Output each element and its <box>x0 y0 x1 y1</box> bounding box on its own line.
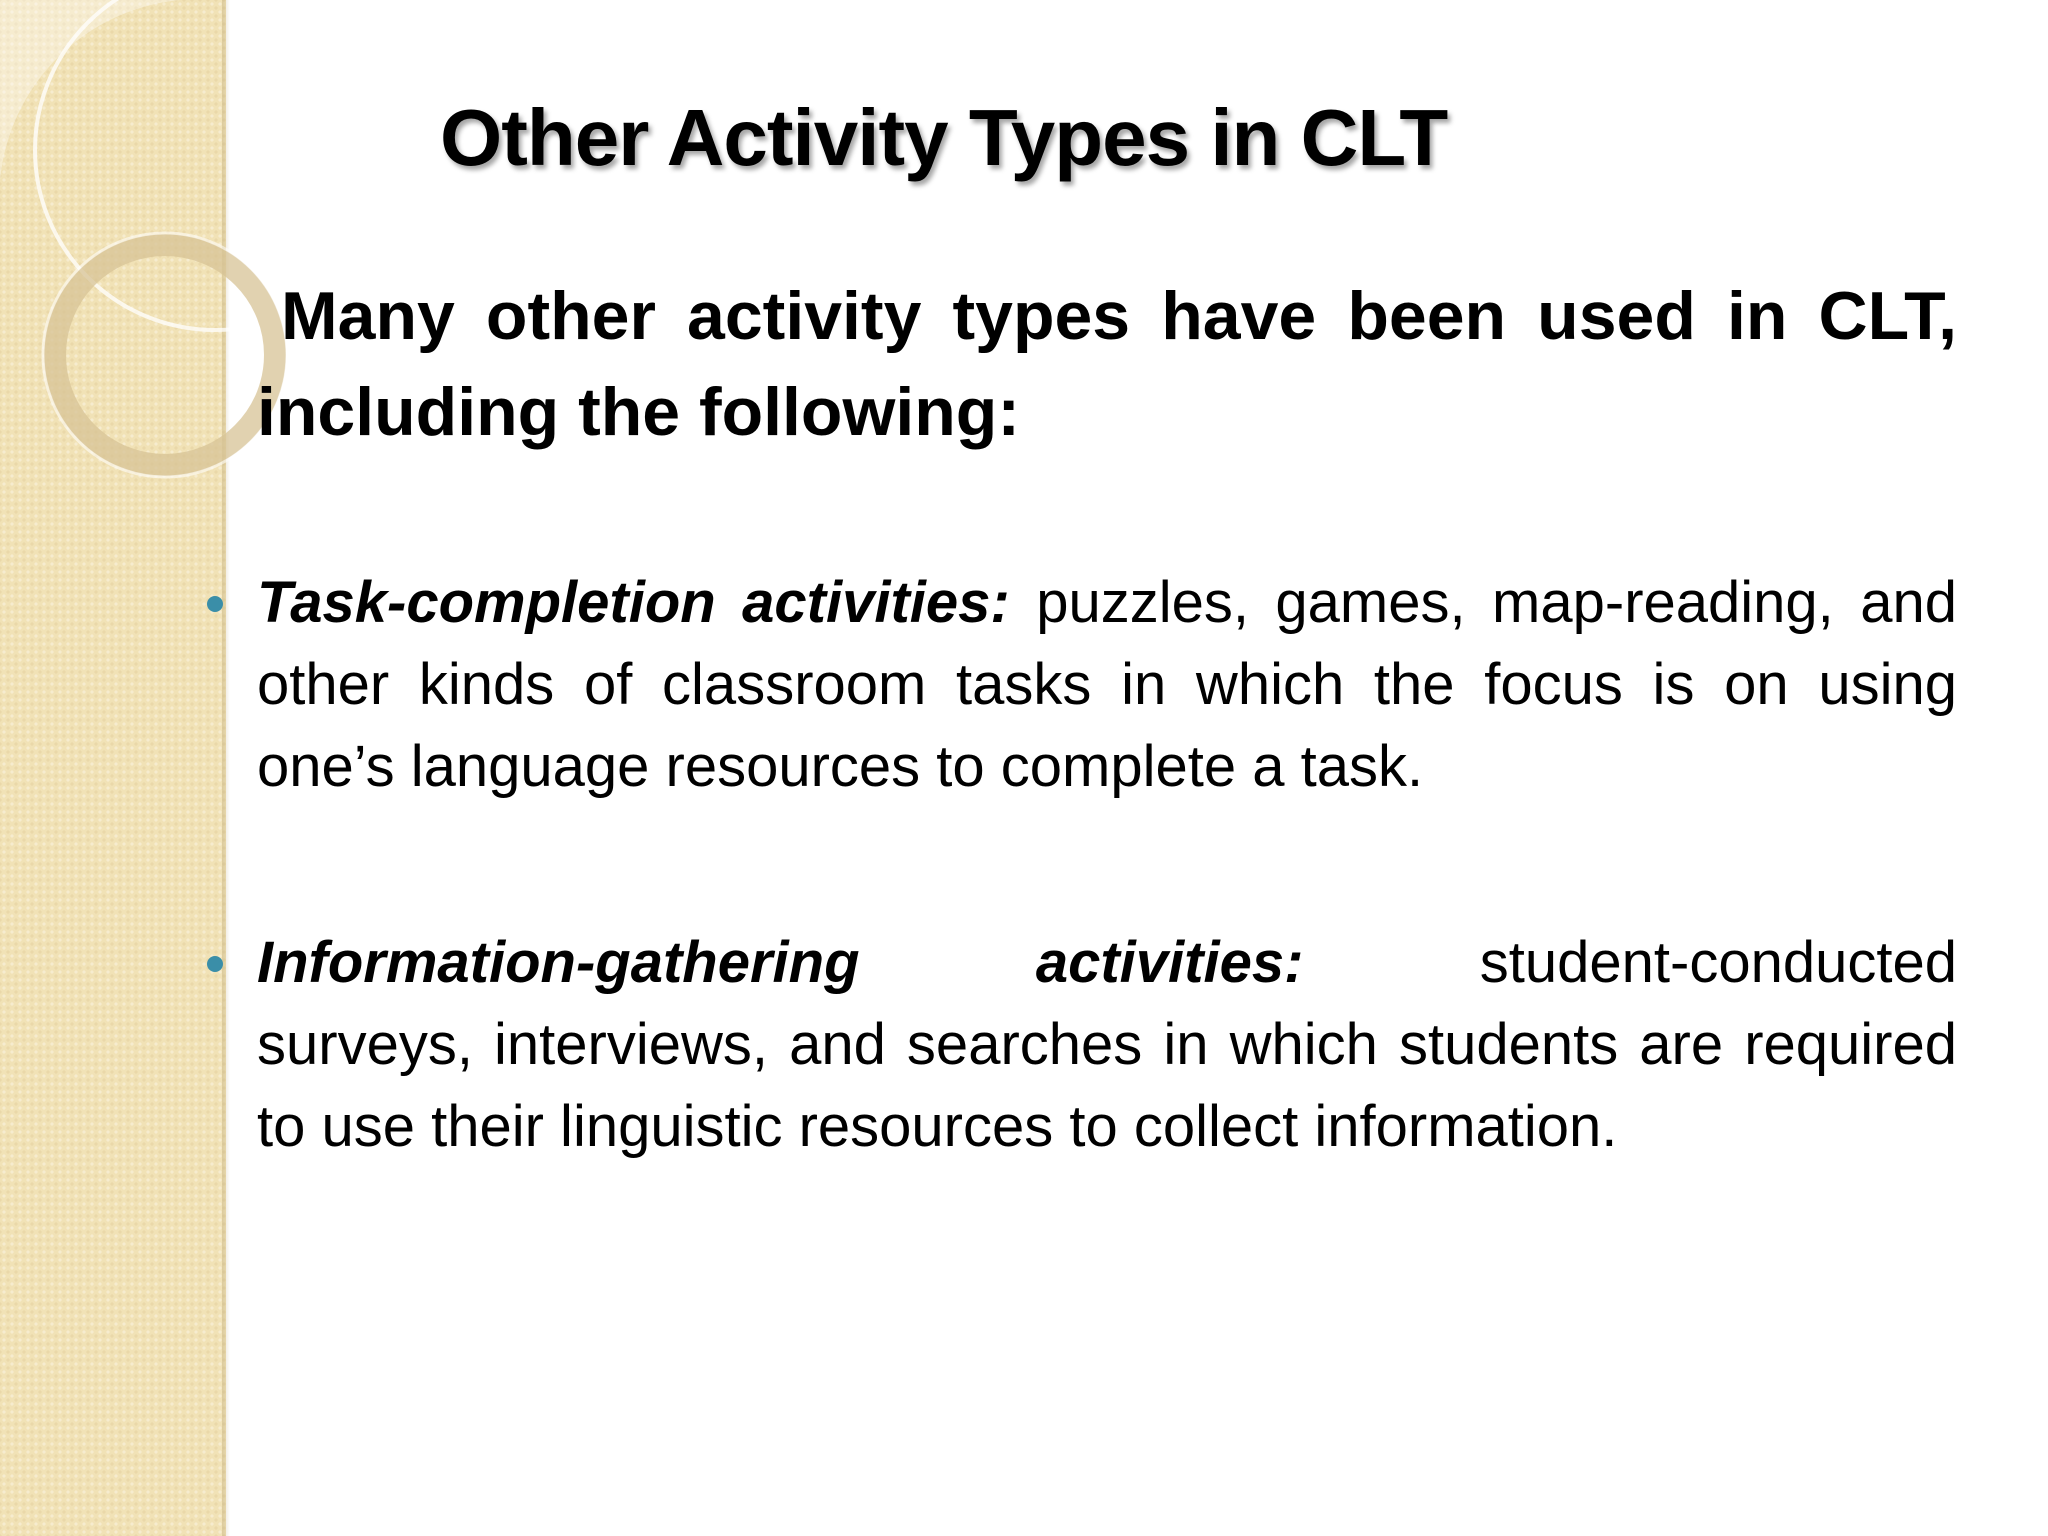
bullet-term-part1: Information-gathering <box>257 930 860 995</box>
bullet-first-line <box>257 922 1957 1004</box>
bullet-item-task-completion <box>257 562 1957 808</box>
bullet-text: puzzles, games, map-reading, and other kinds of classroom tasks in which the focus is on using one’s language resources to complete a task. <box>257 570 1958 799</box>
decorative-rings <box>0 0 300 520</box>
dot-bullet-icon <box>207 596 223 612</box>
bullet-text-line1: student-conducted <box>1479 930 1957 995</box>
dot-bullet-icon <box>207 956 223 972</box>
bullet-item-information-gathering <box>257 922 1957 1168</box>
intro-text: Many other activity types have been used in CLT, including the following: <box>257 278 1957 450</box>
bullet-term: Task-completion activities: <box>257 570 1010 635</box>
slide-title: Other Activity Types in CLT <box>440 93 1448 182</box>
bullet-term-part2: activities: <box>1035 930 1304 995</box>
bullet-text: surveys, interviews, and searches in which students are required to use their linguistic resources to collect information. <box>257 1012 1957 1159</box>
